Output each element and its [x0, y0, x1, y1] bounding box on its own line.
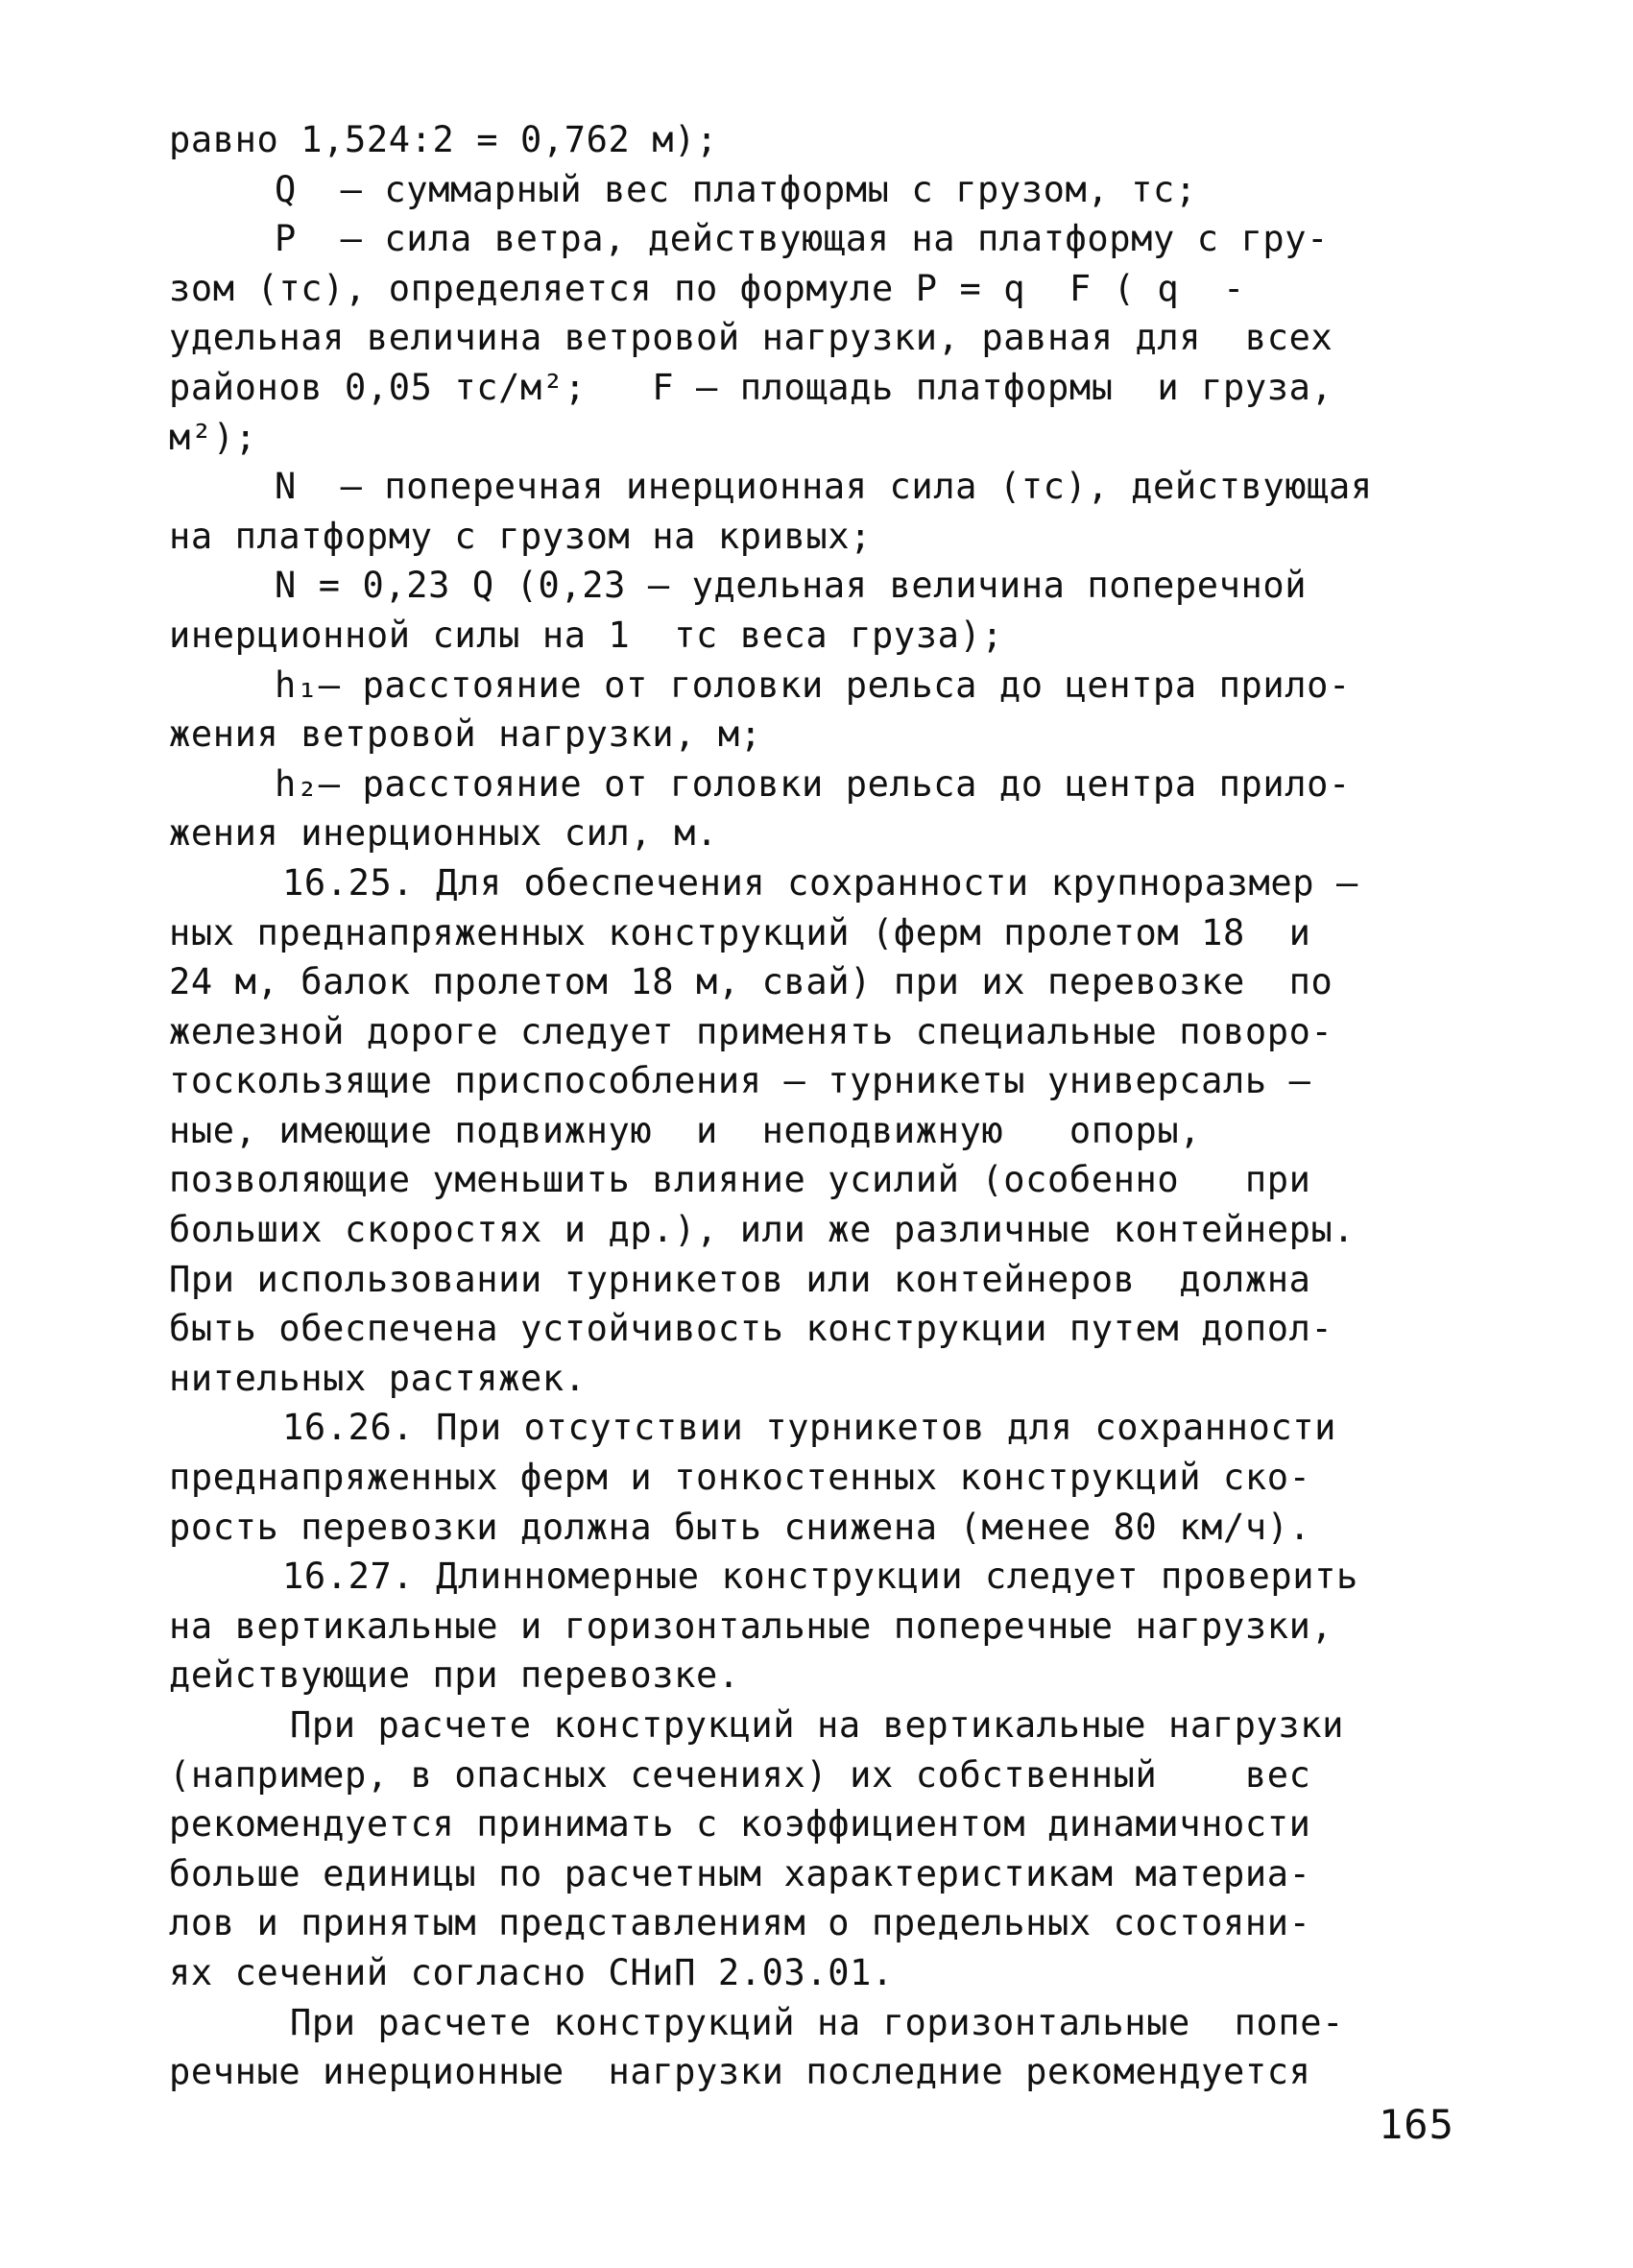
text-line: м²); — [169, 416, 257, 458]
text-line: быть обеспечена устойчивость конструкции путем допол- — [169, 1308, 1333, 1350]
formula-n: N = 0,23 Q (0,23 – удельная величина поперечной — [275, 565, 1308, 607]
text-line: (например, в опасных сечениях) их собственный вес — [169, 1753, 1311, 1796]
text-line: рость перевозки должна быть снижена (менее 80 км/ч). — [169, 1506, 1311, 1548]
text-line: удельная величина ветровой нагрузки, равная для всех — [169, 317, 1333, 359]
text-line: позволяющие уменьшить влияние усилий (особенно при — [169, 1159, 1311, 1201]
text-line: ях сечений согласно СНиП 2.03.01. — [169, 1951, 894, 1993]
text-line: районов 0,05 тс/м²; F – площадь платформы и груза, — [169, 366, 1333, 408]
text-line: речные инерционные нагрузки последние рекомендуется — [169, 2051, 1311, 2093]
page-number: 165 — [1379, 2101, 1454, 2148]
definition-q: Q – суммарный вес платформы с грузом, тс; — [275, 168, 1197, 210]
text-line: действующие при перевозке. — [169, 1654, 740, 1697]
text-line: При использовании турникетов или контейнеров должна — [169, 1258, 1311, 1300]
text-line: тоскользящие приспособления – турникеты универсаль – — [169, 1060, 1311, 1102]
text-line: рекомендуется принимать с коэффициентом динамичности — [169, 1803, 1311, 1846]
text-line: равно 1,524:2 = 0,762 м); — [169, 119, 718, 160]
text-line: больших скоростях и др.), или же различные контейнеры. — [169, 1209, 1356, 1251]
text-line: 24 м, балок пролетом 18 м, свай) при их перевозке по — [169, 961, 1333, 1003]
text-line: ные, имеющие подвижную и неподвижную опоры, — [169, 1109, 1202, 1151]
text-line: жения инерционных сил, м. — [169, 812, 718, 855]
text-line: на вертикальные и горизонтальные поперечные нагрузки, — [169, 1604, 1333, 1647]
definition-n: N – поперечная инерционная сила (тс), действующая — [275, 466, 1373, 508]
definition-p: P – сила ветра, действующая на платформу с гру- — [275, 218, 1330, 260]
paragraph-vertical-loads: При расчете конструкций на вертикальные нагрузки — [290, 1704, 1345, 1746]
definition-h2: h₂– расстояние от головки рельса до центра прило- — [275, 762, 1351, 805]
text-line: инерционной силы на 1 тс веса груза); — [169, 614, 1004, 656]
text-line: зом (тс), определяется по формуле P = q F ( q - — [169, 267, 1245, 309]
text-line: лов и принятым представлениям о предельных состояни- — [169, 1902, 1311, 1944]
section-16-25: 16.25. Для обеспечения сохранности крупноразмер – — [282, 861, 1358, 904]
definition-h1: h₁– расстояние от головки рельса до центра прило- — [275, 664, 1351, 706]
text-line: ных преднапряженных конструкций (ферм пролетом 18 и — [169, 911, 1311, 953]
text-line: больше единицы по расчетным характеристикам материа- — [169, 1852, 1311, 1894]
section-16-27: 16.27. Длинномерные конструкции следует проверить — [282, 1556, 1358, 1598]
text-line: жения ветровой нагрузки, м; — [169, 713, 762, 756]
text-line: на платформу с грузом на кривых; — [169, 515, 873, 557]
body-text — [169, 115, 1455, 2097]
text-line: нительных растяжек. — [169, 1357, 587, 1399]
text-line: железной дороге следует применять специальные поворо- — [169, 1010, 1333, 1052]
paragraph-horizontal-loads: При расчете конструкций на горизонтальные попе- — [290, 2001, 1345, 2043]
text-line: преднапряженных ферм и тонкостенных конструкций ско- — [169, 1457, 1311, 1499]
section-16-26: 16.26. При отсутствии турникетов для сохранности — [282, 1407, 1337, 1449]
